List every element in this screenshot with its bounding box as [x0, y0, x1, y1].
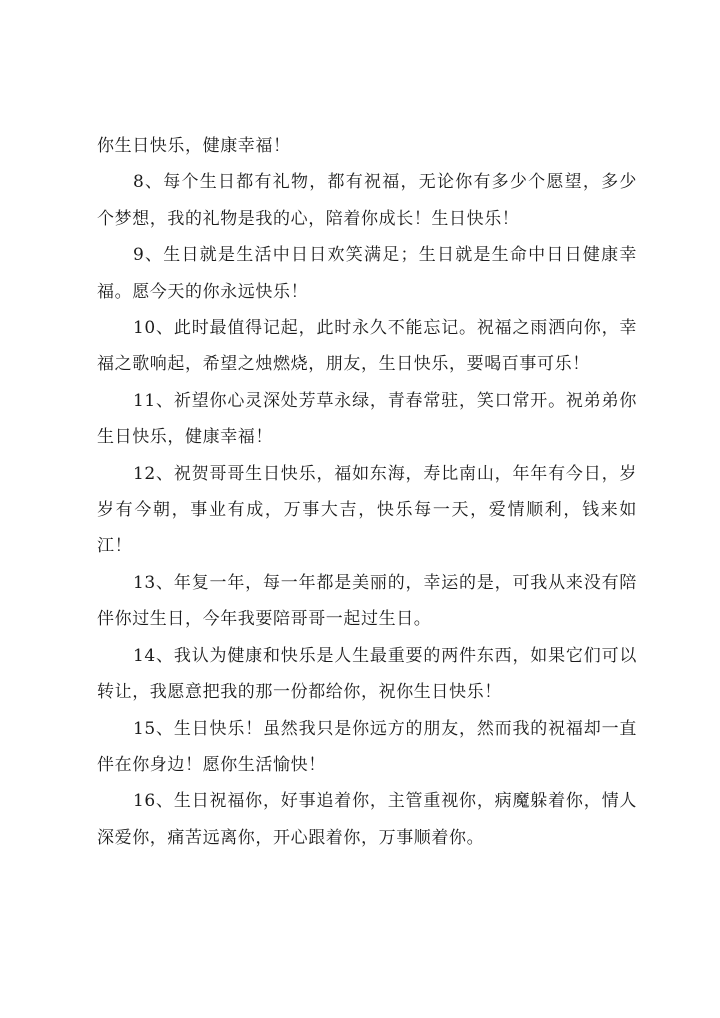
paragraph-item-15: 15、生日快乐！虽然我只是你远方的朋友，然而我的祝福却一直伴在你身边！愿你生活愉快！	[97, 718, 637, 775]
paragraph-item-14: 14、我认为健康和快乐是人生最重要的两件东西，如果它们可以转让，我愿意把我的那一份都给你，祝你生日快乐！	[97, 645, 637, 703]
document-page	[97, 128, 637, 856]
paragraph-item-12: 12、祝贺哥哥生日快乐，福如东海，寿比南山，年年有今日，岁岁有今朝，事业有成，万事大吉，快乐每一天，爱情顺利，钱来如江！	[97, 463, 637, 557]
paragraph-continuation: 你生日快乐，健康幸福！	[97, 136, 291, 156]
paragraph-item-9: 9、生日就是生活中日日欢笑满足；生日就是生命中日日健康幸福。愿今天的你永远快乐！	[97, 245, 637, 302]
paragraph-item-13: 13、年复一年，每一年都是美丽的，幸运的是，可我从来没有陪伴你过生日，今年我要陪哥哥一起过生日。	[97, 572, 637, 630]
paragraph-item-16: 16、生日祝福你，好事追着你，主管重视你，病魔躲着你，情人深爱你，痛苦远离你，开心跟着你，万事顺着你。	[97, 791, 637, 848]
paragraph-item-10: 10、此时最值得记起，此时永久不能忘记。祝福之雨洒向你，幸福之歌响起，希望之烛燃烧，朋友，生日快乐，要喝百事可乐！	[97, 318, 637, 375]
paragraph-item-8: 8、每个生日都有礼物，都有祝福，无论你有多少个愿望，多少个梦想，我的礼物是我的心，陪着你成长！生日快乐！	[97, 172, 637, 229]
paragraph-item-11: 11、祈望你心灵深处芳草永绿，青春常驻，笑口常开。祝弟弟你生日快乐，健康幸福！	[97, 390, 637, 448]
